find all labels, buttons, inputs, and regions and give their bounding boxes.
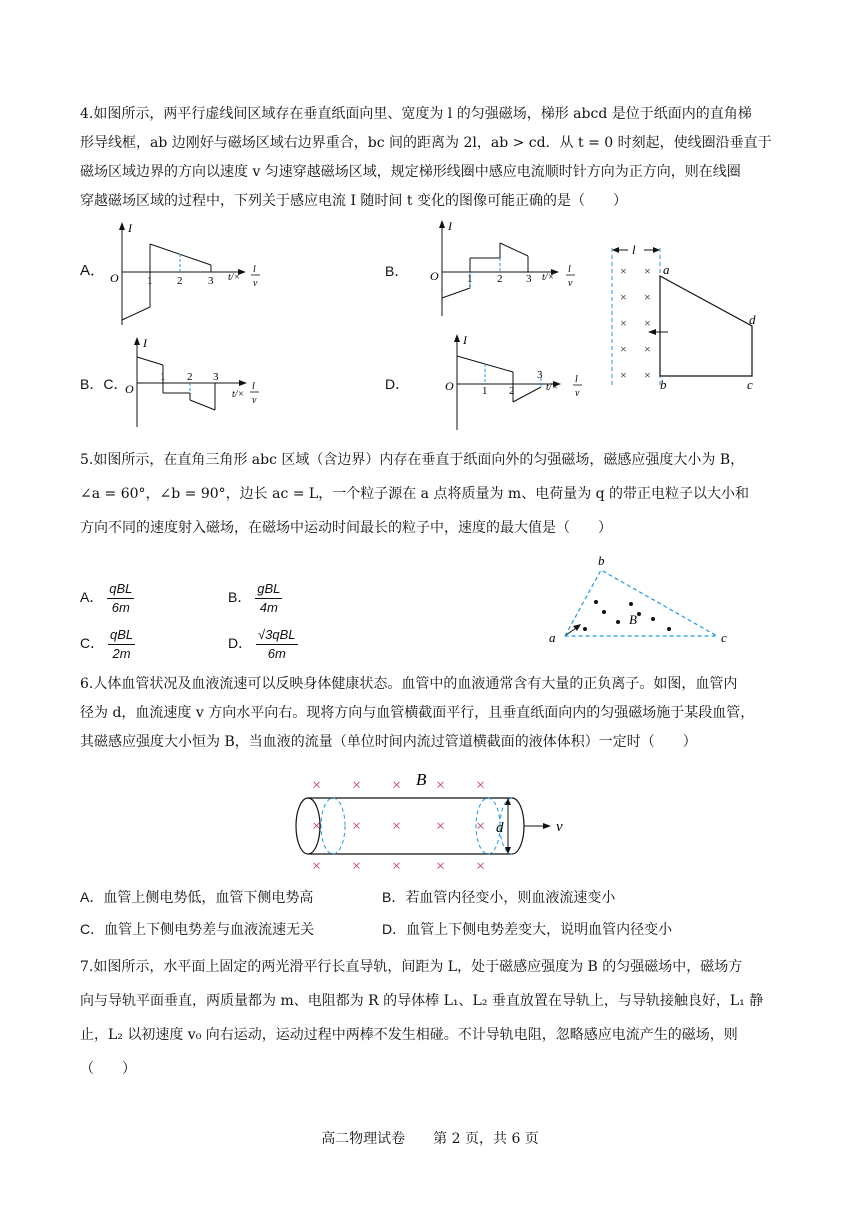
svg-text:3: 3: [526, 273, 532, 285]
q5-figure-triangle: [545, 552, 740, 647]
svg-text:t/×: t/×: [542, 272, 555, 283]
svg-text:×: ×: [620, 290, 627, 304]
tick-1: 1: [147, 275, 153, 287]
q7-line-3: 止，L₂ 以初速度 v₀ 向右运动，运动过程中两棒不发生相碰。不计导轨电阻，忽略感应电流产生的磁场，则: [80, 1027, 738, 1043]
svg-text:×: ×: [392, 818, 402, 835]
q4-option-c-label: B．C．: [80, 376, 128, 392]
width-l-label: l: [632, 242, 636, 257]
svg-text:a: a: [663, 262, 670, 277]
svg-text:×: ×: [644, 316, 651, 330]
svg-text:×: ×: [312, 777, 322, 794]
page-footer: 高二物理试卷 第 2 页，共 6 页: [321, 1131, 539, 1147]
svg-text:O: O: [430, 269, 439, 283]
svg-text:l: l: [575, 374, 578, 385]
field-b-label: B: [416, 770, 427, 789]
svg-text:×: ×: [312, 858, 322, 875]
svg-text:2: 2: [497, 273, 503, 285]
q5-option-c: C． $\frac{\text{qBL}}{2m}$: [80, 627, 134, 661]
magnetic-field-crosses: [312, 777, 485, 875]
q4-line-3: 磁场区域边界的方向以速度 v 匀速穿越磁场区域，规定梯形线圈中感应电流顺时针方向为正方向，则在线圈: [80, 164, 741, 180]
svg-text:v: v: [568, 278, 573, 289]
q6-option-a: A．血管上侧电势低，血管下侧电势高: [80, 889, 314, 905]
axis-i-label: I: [128, 221, 132, 235]
svg-text:×: ×: [620, 342, 627, 356]
velocity-v-label: v: [556, 819, 563, 835]
svg-text:×: ×: [620, 368, 627, 382]
field-dots: [583, 600, 671, 631]
q4-line-1: 4.如图所示，两平行虚线间区域存在垂直纸面向里、宽度为 l 的匀强磁场，梯形 abcd 是位于纸面内的直角梯: [80, 106, 752, 122]
svg-text:b: b: [598, 553, 605, 568]
q6-line-2: 径为 d，血流速度 v 方向水平向右。现将方向与血管横截面平行，且垂直纸面向内的匀强磁场施于某段血管，: [80, 705, 755, 721]
q7-line-2: 向与导轨平面垂直，两质量都为 m、电阻都为 R 的导体棒 L₁、L₂ 垂直放置在导轨上，与导轨接触良好，L₁ 静: [80, 993, 764, 1009]
svg-text:2: 2: [187, 371, 193, 383]
axis-t-label: t/×: [228, 272, 241, 283]
q6-figure-blood-vessel: [290, 768, 580, 878]
svg-text:×: ×: [644, 290, 651, 304]
q4-option-d-label: D．: [385, 376, 410, 392]
q4-graph-d: [445, 332, 590, 432]
svg-text:1: 1: [467, 273, 473, 285]
field-crosses: [620, 264, 651, 382]
svg-text:×: ×: [352, 858, 362, 875]
q4-line-2: 形导线框，ab 边刚好与磁场区域右边界重合，bc 间的距离为 2l，ab > cd．从 t = 0 时刻起，使线圈沿垂直于: [80, 135, 772, 151]
q5-line-1: 5.如图所示，在直角三角形 abc 区域（含边界）内存在垂直于纸面向外的匀强磁场，磁感应强度大小为 B，: [80, 452, 745, 468]
svg-text:3: 3: [213, 371, 219, 383]
tick-3: 3: [208, 275, 214, 287]
svg-text:v: v: [253, 278, 258, 289]
q4-figure-trapezoid: [600, 238, 775, 398]
svg-text:a: a: [549, 630, 556, 645]
svg-text:1: 1: [482, 385, 488, 397]
origin-label: O: [110, 271, 119, 285]
svg-text:v: v: [252, 395, 257, 406]
question-7-text: [80, 950, 780, 1086]
question-6-text: [80, 670, 780, 757]
svg-text:b: b: [660, 377, 667, 392]
q4-graph-a: [110, 220, 260, 330]
svg-text:l: l: [253, 264, 256, 275]
svg-text:I: I: [143, 336, 147, 350]
q6-option-d: D．血管上下侧电势差变大，说明血管内径变小: [382, 921, 673, 937]
svg-text:1: 1: [160, 371, 166, 383]
tick-2: 2: [177, 275, 183, 287]
question-5-text: [80, 443, 780, 545]
question-4-text: [80, 100, 780, 216]
svg-text:×: ×: [436, 777, 446, 794]
svg-text:3: 3: [537, 369, 543, 381]
svg-text:×: ×: [476, 818, 486, 835]
q4-option-a-label: A．: [80, 262, 106, 279]
svg-text:×: ×: [644, 368, 651, 382]
svg-text:O: O: [445, 379, 454, 393]
svg-text:2: 2: [509, 385, 515, 397]
svg-text:×: ×: [392, 858, 402, 875]
q6-line-1: 6.人体血管状况及血液流速可以反映身体健康状态。血管中的血液通常含有大量的正负离子。如图，血管内: [80, 676, 738, 692]
svg-text:×: ×: [312, 818, 322, 835]
svg-text:t/×: t/×: [546, 382, 559, 393]
svg-text:c: c: [721, 630, 727, 645]
svg-text:B: B: [629, 612, 637, 627]
svg-text:×: ×: [436, 818, 446, 835]
svg-text:×: ×: [620, 316, 627, 330]
svg-text:t/×: t/×: [232, 389, 245, 400]
svg-text:×: ×: [352, 777, 362, 794]
svg-text:×: ×: [476, 858, 486, 875]
svg-text:c: c: [747, 377, 753, 392]
q7-line-1: 7.如图所示，水平面上固定的两光滑平行长直导轨，间距为 L，处于磁感应强度为 B 的匀强磁场中，磁场方: [80, 959, 743, 975]
svg-text:×: ×: [436, 858, 446, 875]
svg-text:×: ×: [392, 777, 402, 794]
q4-line-4: 穿越磁场区域的过程中，下列关于感应电流 I 随时间 t 变化的图像可能正确的是（ ）: [80, 193, 627, 209]
svg-text:×: ×: [644, 342, 651, 356]
q5-line-3: 方向不同的速度射入磁场，在磁场中运动时间最长的粒子中，速度的最大值是（ ）: [80, 520, 612, 536]
svg-text:×: ×: [644, 264, 651, 278]
svg-text:×: ×: [352, 818, 362, 835]
q6-option-c: C．血管上下侧电势差与血液流速无关: [80, 921, 315, 937]
q4-option-b-label: B．: [385, 263, 409, 279]
svg-text:×: ×: [476, 777, 486, 794]
svg-text:I: I: [463, 333, 467, 347]
svg-text:I: I: [448, 219, 452, 233]
svg-text:×: ×: [620, 264, 627, 278]
q6-option-b: B．若血管内径变小，则血液流速变小: [382, 889, 616, 905]
q4-graph-c: [125, 335, 275, 430]
q5-line-2: ∠a = 60°，∠b = 90°，边长 ac = L，一个粒子源在 a 点将质量为 m、电荷量为 q 的带正电粒子以大小和: [80, 486, 750, 502]
q4-graph-b: [430, 218, 580, 318]
svg-text:v: v: [575, 388, 580, 399]
q6-line-3: 其磁感应强度大小恒为 B，当血液的流量（单位时间内流过管道横截面的液体体积）一定时（ ）: [80, 734, 697, 750]
q7-line-4: （ ）: [80, 1061, 136, 1077]
q5-option-a: A． $\frac{\text{qBL}}{6m}$: [80, 581, 133, 615]
diameter-d-label: d: [496, 820, 504, 836]
svg-text:l: l: [568, 264, 571, 275]
svg-text:O: O: [125, 382, 134, 396]
q5-option-d: D． $\frac{\text{√3qBL}}{6m}$: [228, 627, 296, 661]
svg-text:d: d: [749, 312, 756, 327]
q5-option-b: B． $\frac{\text{gBL}}{4m}$: [228, 581, 281, 615]
svg-text:l: l: [252, 381, 255, 392]
